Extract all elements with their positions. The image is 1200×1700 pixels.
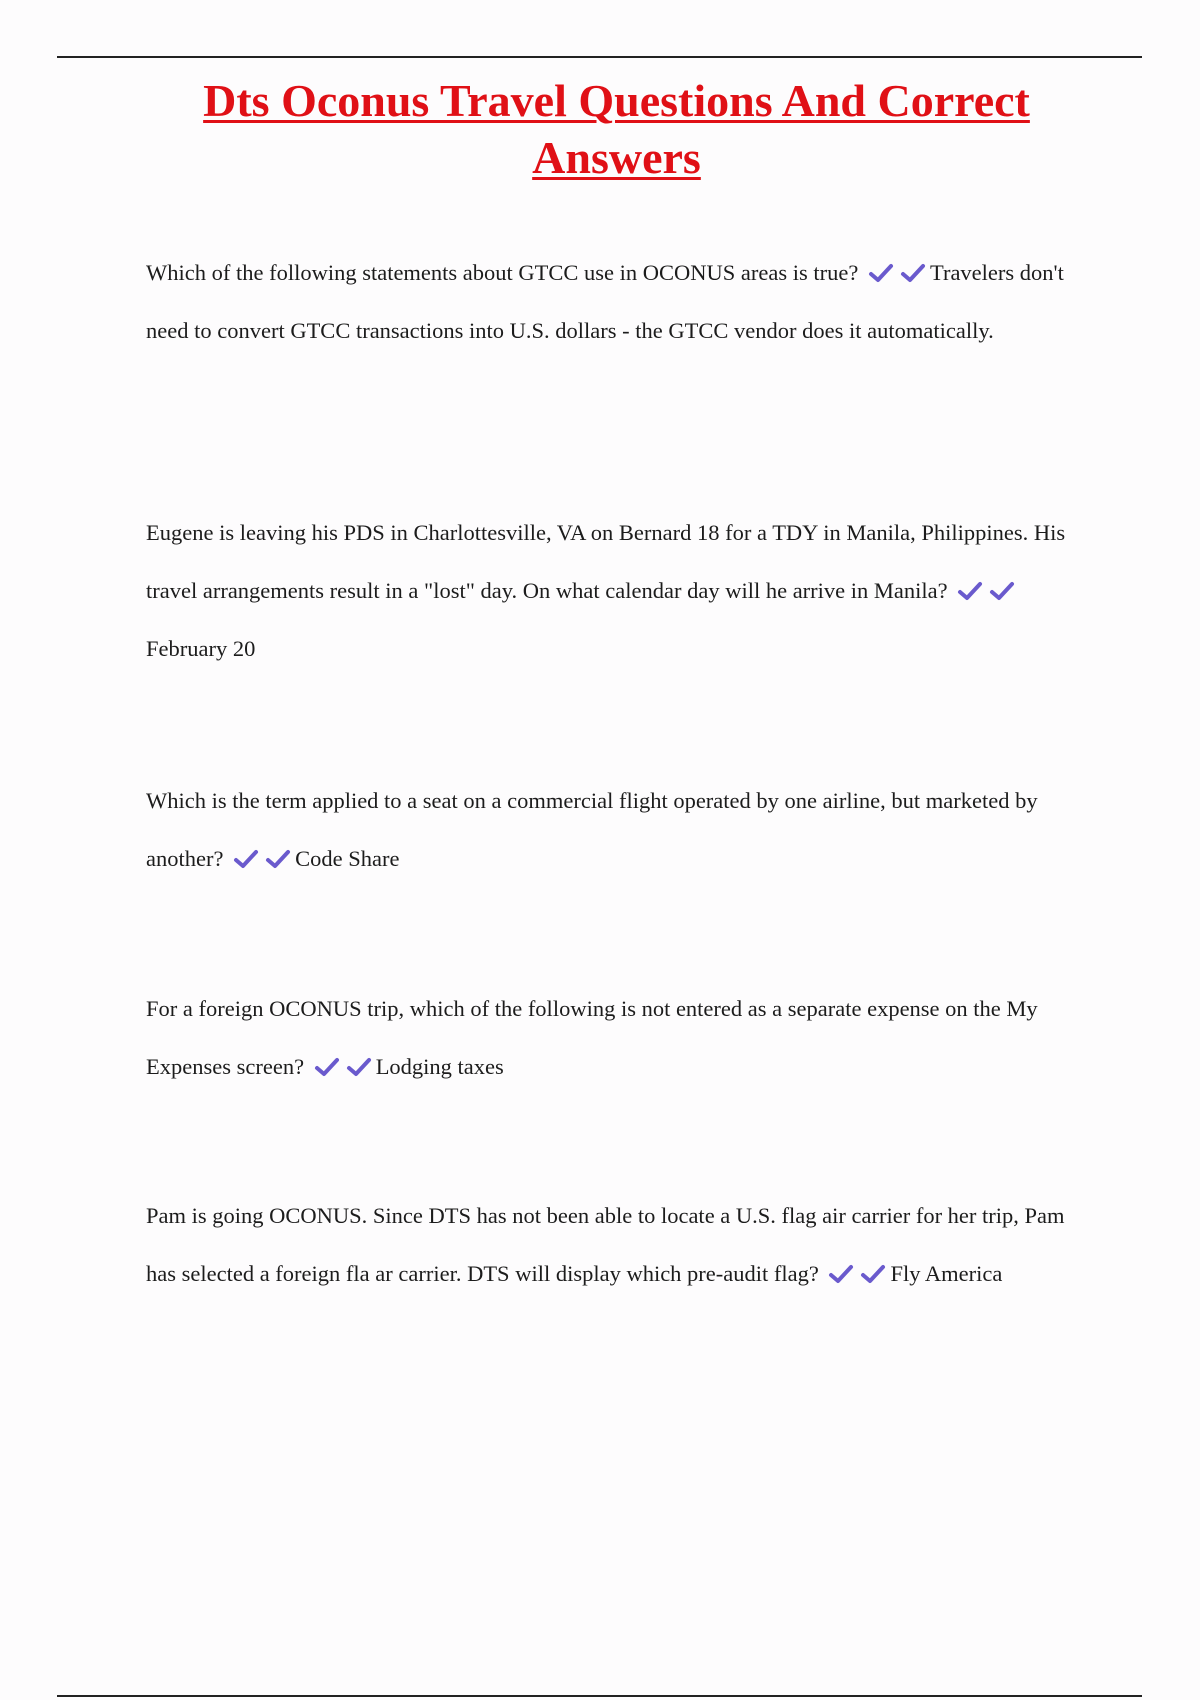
qa-item [146, 244, 1092, 360]
top-divider [57, 56, 1142, 58]
answer-text: Code Share [295, 846, 400, 871]
question-text: Eugene is leaving his PDS in Charlottesville, VA on Bernard 18 for a TDY in Manila, Philippines. His travel arrangements result in a "lost" day. On what calendar day will he arrive in Manila? [146, 520, 1066, 603]
checkmark-icon [314, 1057, 340, 1077]
checkmark-icon [233, 849, 259, 869]
answer-text: Travelers don't need to convert GTCC transactions into U.S. dollars - the GTCC vendor does it automatically. [146, 260, 1064, 343]
checkmark-icon [900, 263, 926, 283]
question-text: Which is the term applied to a seat on a commercial flight operated by one airline, but marketed by another? [146, 788, 1038, 871]
checkmark-icon [957, 581, 983, 601]
checkmark-icon [868, 263, 894, 283]
document-title: Dts Oconus Travel Questions And Correct Answers [203, 75, 1030, 183]
answer-text: Lodging taxes [375, 1054, 504, 1079]
answer-text: Fly America [890, 1261, 1003, 1286]
qa-item [146, 504, 1092, 678]
qa-item [146, 980, 1092, 1096]
question-text: Which of the following statements about GTCC use in OCONUS areas is true? [146, 260, 859, 285]
question-text: Pam is going OCONUS. Since DTS has not been able to locate a U.S. flag air carrier for her trip, Pam has selected a foreign fla ar carrier. DTS will display which pre-audit flag? [146, 1203, 1065, 1286]
checkmark-icon [828, 1264, 854, 1284]
checkmark-icon [860, 1264, 886, 1284]
bottom-divider [57, 1695, 1142, 1697]
checkmark-icon [346, 1057, 372, 1077]
qa-item [146, 772, 1092, 888]
answer-text: February 20 [146, 636, 256, 661]
question-text: For a foreign OCONUS trip, which of the following is not entered as a separate expense on the My Expenses screen? [146, 996, 1038, 1079]
qa-item [146, 1187, 1092, 1303]
checkmark-icon [989, 581, 1015, 601]
checkmark-icon [265, 849, 291, 869]
